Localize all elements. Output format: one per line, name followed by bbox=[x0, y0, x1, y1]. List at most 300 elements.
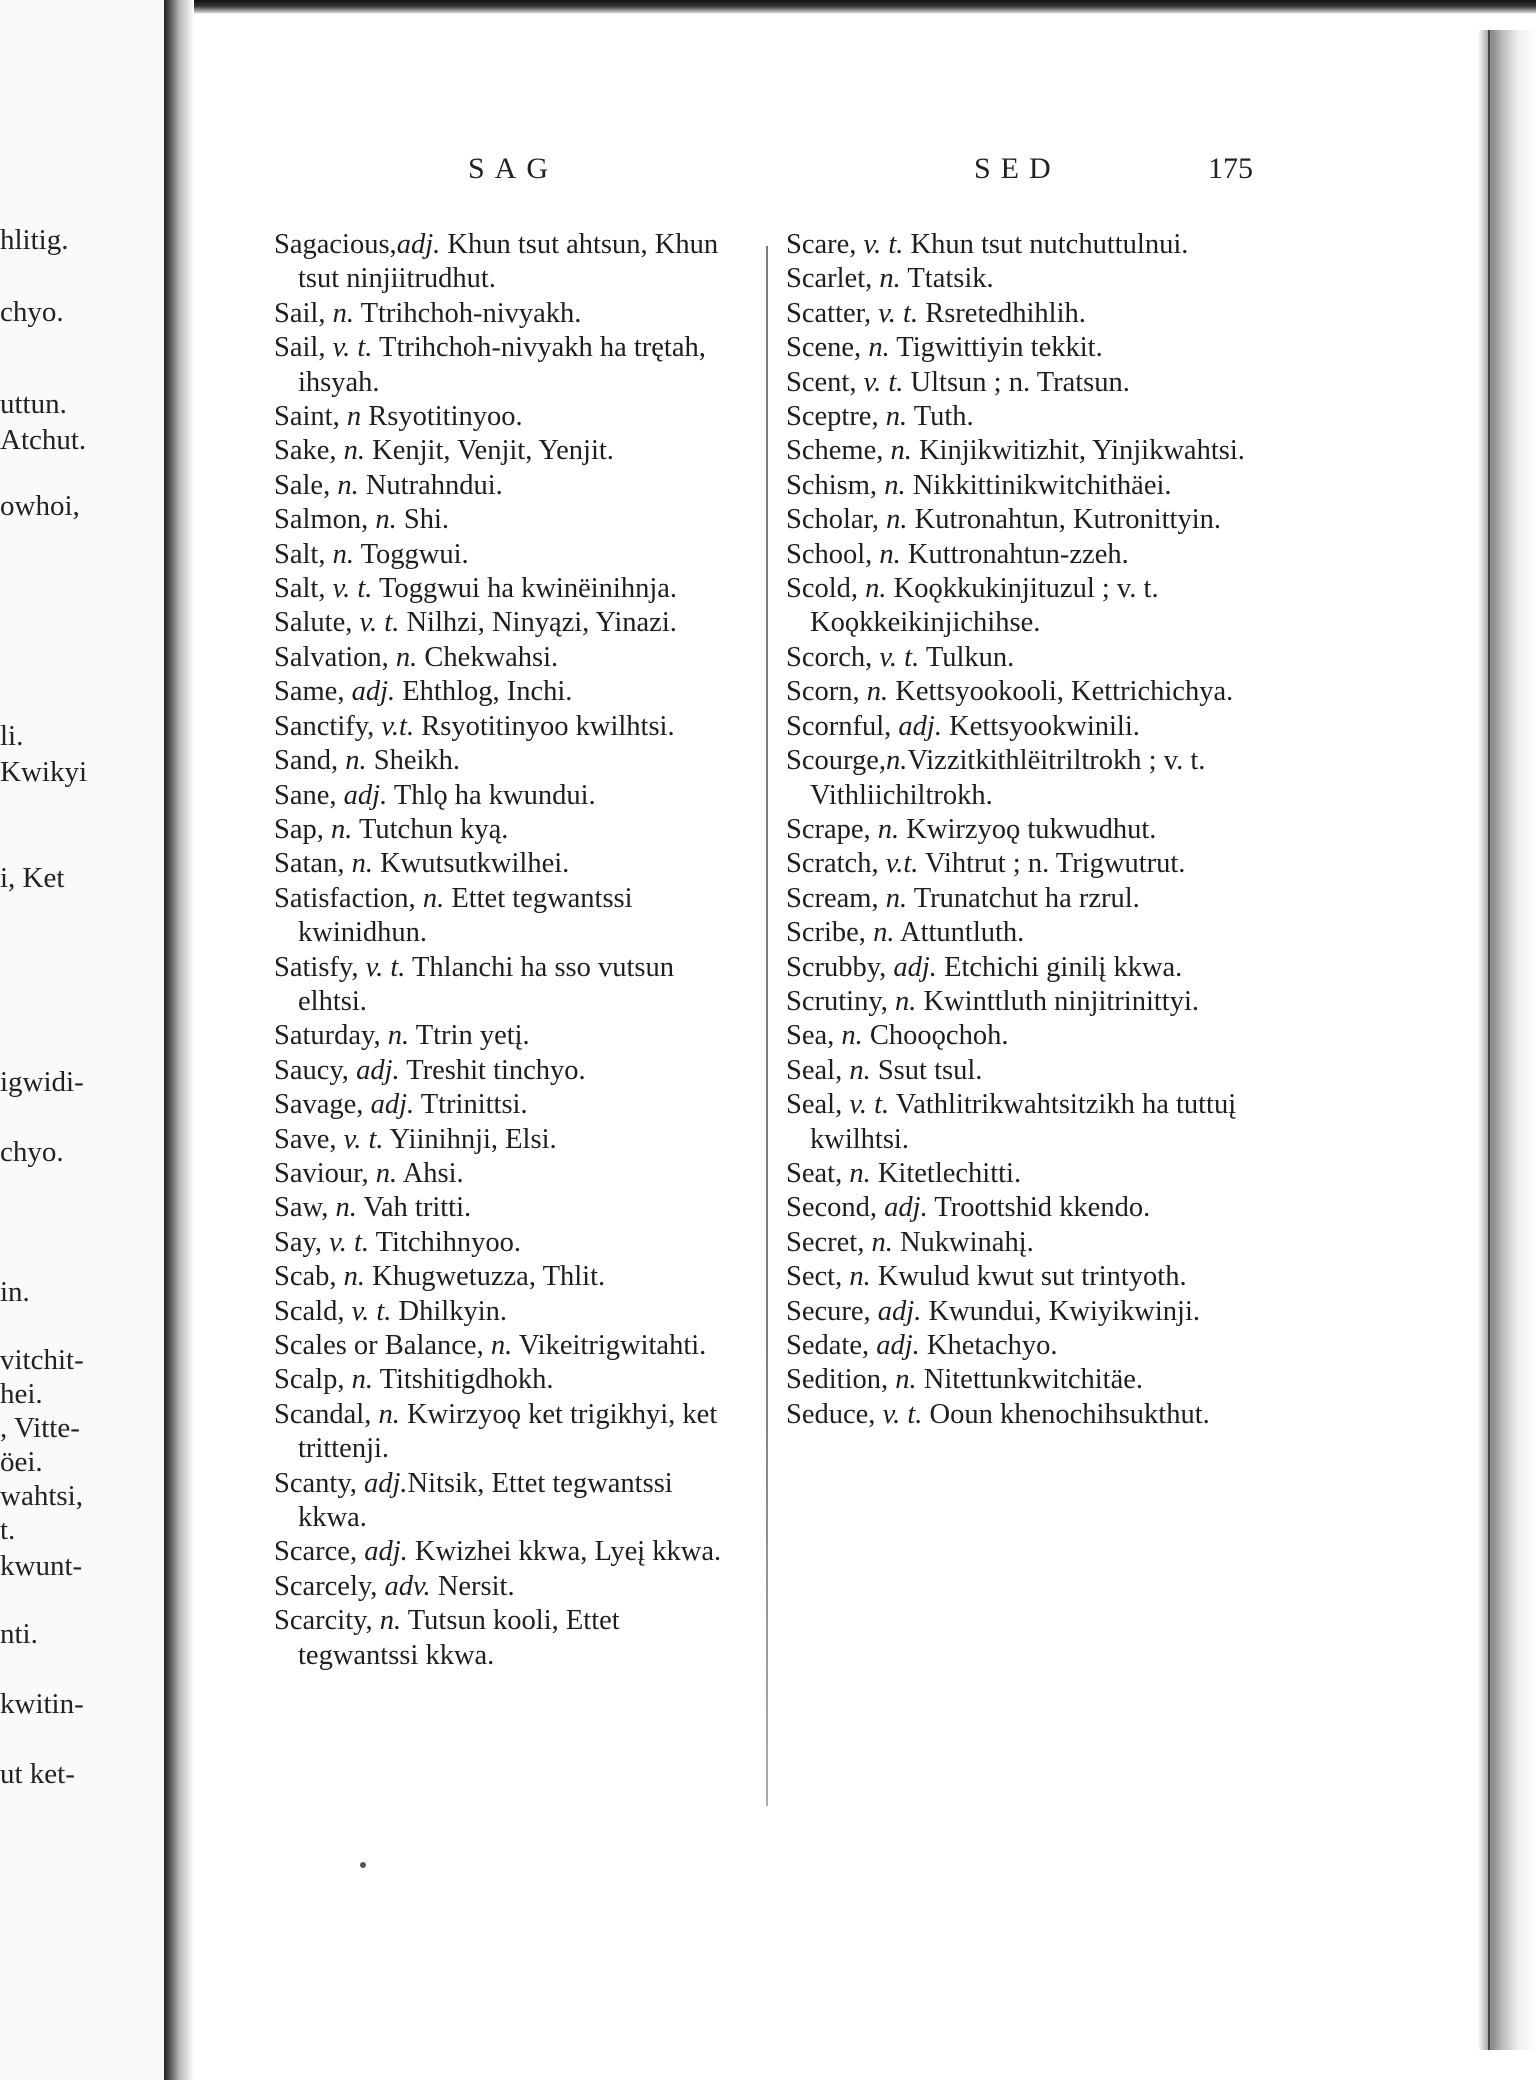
running-head-right: SED bbox=[974, 152, 1061, 185]
dictionary-entry bbox=[274, 1535, 746, 1569]
definition: Sheikh. bbox=[366, 745, 461, 777]
headword: Sail, bbox=[274, 332, 326, 364]
headword: Scrutiny, bbox=[786, 985, 888, 1017]
headword: Saw, bbox=[274, 1192, 329, 1224]
headword: Save, bbox=[274, 1123, 337, 1155]
part-of-speech: adj. bbox=[363, 1089, 415, 1121]
dictionary-entry bbox=[786, 1054, 1260, 1088]
definition: Ooun khenochihsukthut. bbox=[922, 1398, 1210, 1430]
part-of-speech: v. t. bbox=[352, 607, 400, 639]
dictionary-entry bbox=[786, 1295, 1260, 1329]
headword: Savage, bbox=[274, 1089, 364, 1121]
part-of-speech: n. bbox=[330, 469, 359, 501]
part-of-speech: n. bbox=[842, 1054, 871, 1086]
headword: Saturday, bbox=[274, 1020, 381, 1052]
definition: Kwizhei kkwa, Lyeį kkwa. bbox=[407, 1536, 722, 1568]
dictionary-entry bbox=[274, 1019, 746, 1053]
part-of-speech: adj. bbox=[870, 1295, 922, 1327]
part-of-speech: n. bbox=[865, 917, 895, 949]
definition: Titchihnyoo. bbox=[368, 1226, 522, 1258]
headword: Saviour, bbox=[274, 1157, 369, 1189]
part-of-speech: v. t. bbox=[322, 1226, 369, 1258]
dictionary-entry bbox=[786, 572, 1260, 641]
dictionary-entry bbox=[274, 297, 746, 331]
left-fragment: chyo. bbox=[0, 1136, 64, 1168]
dictionary-entry bbox=[274, 1363, 746, 1397]
part-of-speech: n. bbox=[886, 745, 908, 777]
part-of-speech: adj. bbox=[891, 710, 942, 742]
dictionary-entry bbox=[786, 503, 1260, 537]
definition: Treshit tinchyo. bbox=[399, 1054, 586, 1086]
definition: Kuttronahtun-zzeh. bbox=[900, 538, 1129, 570]
definition: Tutchun kyą. bbox=[352, 813, 509, 845]
dictionary-entry bbox=[786, 675, 1260, 709]
definition: Nutrahndui. bbox=[358, 469, 503, 501]
dictionary-entry bbox=[786, 813, 1260, 847]
headword: Satisfaction, bbox=[274, 882, 416, 914]
headword: Seal, bbox=[786, 1054, 843, 1086]
part-of-speech: n. bbox=[415, 882, 445, 914]
headword: Salvation, bbox=[274, 641, 389, 673]
dictionary-entry bbox=[786, 434, 1260, 468]
definition: Ahsi. bbox=[397, 1157, 464, 1189]
headword: Scourge, bbox=[786, 745, 887, 777]
headword: Scab, bbox=[274, 1261, 337, 1293]
dictionary-entry bbox=[786, 985, 1260, 1019]
left-fragment: hei. bbox=[0, 1378, 43, 1410]
part-of-speech: n. bbox=[877, 469, 906, 501]
left-fragment: owhoi, bbox=[0, 490, 80, 522]
headword: Scornful, bbox=[786, 710, 892, 742]
part-of-speech: adj. bbox=[356, 1467, 408, 1499]
definition: Nukwinahį. bbox=[892, 1226, 1034, 1258]
dictionary-entry bbox=[786, 951, 1260, 985]
dictionary-entry bbox=[786, 1329, 1260, 1363]
part-of-speech: v. t. bbox=[325, 573, 373, 605]
definition: Ttrinittsi. bbox=[414, 1089, 528, 1121]
part-of-speech: adj. bbox=[344, 676, 396, 708]
definition: Toggwui ha kwinëinihnja. bbox=[372, 573, 678, 605]
headword: Sake, bbox=[274, 435, 337, 467]
part-of-speech: v. t. bbox=[842, 1089, 890, 1121]
dictionary-entry bbox=[786, 262, 1260, 296]
part-of-speech: v. t. bbox=[856, 366, 904, 398]
part-of-speech: v.t. bbox=[374, 710, 415, 742]
left-fragment: in. bbox=[0, 1276, 30, 1308]
definition: Kettsyookooli, Kettrichichya. bbox=[888, 676, 1234, 708]
dictionary-entry bbox=[274, 1226, 746, 1260]
page-stack-edge bbox=[1478, 30, 1536, 2050]
dictionary-entry bbox=[786, 469, 1260, 503]
headword: Scheme, bbox=[786, 435, 884, 467]
headword: Scare, bbox=[786, 229, 857, 260]
dictionary-entry bbox=[786, 882, 1260, 916]
part-of-speech: n. bbox=[380, 1020, 410, 1052]
headword: Salt, bbox=[274, 573, 326, 605]
definition: Ttrihchoh-nivyakh. bbox=[353, 297, 582, 329]
part-of-speech: v. t. bbox=[871, 297, 919, 329]
headword: Scorn, bbox=[786, 676, 860, 708]
definition: Kinjikwitizhit, Yinjikwahtsi. bbox=[911, 435, 1245, 467]
definition: Rsyotitinyoo. bbox=[361, 401, 523, 433]
headword: Sea, bbox=[786, 1020, 835, 1052]
definition: Etchichi ginilį kkwa. bbox=[936, 951, 1183, 983]
part-of-speech: n. bbox=[834, 1020, 863, 1052]
definition: Ehthlog, Inchi. bbox=[395, 676, 573, 708]
dictionary-entry bbox=[274, 675, 746, 709]
left-fragment: Kwikyi bbox=[0, 756, 87, 788]
part-of-speech: adj. bbox=[869, 1330, 920, 1361]
dictionary-entry bbox=[274, 572, 746, 606]
definition: Khun tsut ahtsun, Khun tsut ninjiitrudhut. bbox=[298, 229, 719, 295]
headword: Second, bbox=[786, 1192, 878, 1224]
part-of-speech: v. t. bbox=[325, 332, 373, 364]
headword: Sedate, bbox=[786, 1330, 870, 1361]
dictionary-entry bbox=[274, 606, 746, 640]
definition: Ttrihchoh-nivyakh ha trętah, ihsyah. bbox=[298, 332, 706, 398]
dictionary-entry bbox=[786, 1088, 1260, 1157]
headword: Sale, bbox=[274, 469, 331, 501]
part-of-speech: n. bbox=[368, 1157, 398, 1189]
definition: Rsyotitinyoo kwilhtsi. bbox=[414, 710, 675, 742]
part-of-speech: n. bbox=[859, 676, 889, 708]
dictionary-entry bbox=[786, 641, 1260, 675]
part-of-speech: n. bbox=[864, 1226, 893, 1258]
part-of-speech: n. bbox=[872, 538, 901, 570]
headword: Sanctify, bbox=[274, 710, 375, 742]
dictionary-entry bbox=[786, 538, 1260, 572]
definition: Thlǫ ha kwundui. bbox=[387, 779, 596, 811]
headword: Satan, bbox=[274, 848, 345, 880]
dictionary-entry bbox=[786, 1226, 1260, 1260]
headword: Sane, bbox=[274, 779, 337, 811]
definition: Kwirzyoǫ tukwudhut. bbox=[899, 813, 1157, 845]
headword: Sect, bbox=[786, 1261, 843, 1293]
part-of-speech: v. t. bbox=[856, 229, 904, 260]
dictionary-entry bbox=[274, 1604, 746, 1673]
headword: Sagacious, bbox=[274, 229, 397, 260]
part-of-speech: n. bbox=[861, 332, 890, 364]
dictionary-entry bbox=[274, 1157, 746, 1191]
definition: Khun tsut nutchuttulnui. bbox=[903, 229, 1189, 260]
headword: Scrubby, bbox=[786, 951, 887, 983]
part-of-speech: n. bbox=[872, 263, 901, 295]
printer-mark bbox=[360, 1862, 366, 1868]
definition: Trunatchut ha rzrul. bbox=[907, 882, 1140, 914]
headword: Scald, bbox=[274, 1295, 345, 1327]
definition: Vikeitrigwitahti. bbox=[512, 1330, 707, 1361]
dictionary-entry bbox=[274, 1329, 746, 1363]
part-of-speech: v. t. bbox=[358, 951, 406, 983]
definition: Vathlitrikwahtsitzikh ha tuttuį kwilhtsi. bbox=[810, 1089, 1237, 1155]
left-fragment: , Vitte- bbox=[0, 1412, 80, 1444]
headword: Scarlet, bbox=[786, 263, 873, 295]
dictionary-entry bbox=[274, 882, 746, 951]
part-of-speech: v. t. bbox=[336, 1123, 384, 1155]
dictionary-entry bbox=[786, 847, 1260, 881]
definition: Kwutsutkwilhei. bbox=[372, 848, 570, 880]
part-of-speech: n. bbox=[842, 1261, 871, 1293]
headword: Saint, bbox=[274, 401, 340, 433]
headword: Scold, bbox=[786, 573, 859, 605]
dictionary-entry bbox=[274, 1123, 746, 1157]
part-of-speech: n. bbox=[879, 504, 908, 536]
left-fragment: öei. bbox=[0, 1446, 43, 1478]
definition: Toggwui. bbox=[353, 538, 469, 570]
part-of-speech: n. bbox=[887, 985, 917, 1017]
headword: Sceptre, bbox=[786, 401, 879, 433]
left-fragment: uttun. bbox=[0, 388, 67, 420]
part-of-speech: n. bbox=[858, 573, 887, 605]
definition: Khugwetuzza, Thlit. bbox=[365, 1261, 606, 1293]
definition: Chekwahsi. bbox=[417, 641, 559, 673]
facing-page-fragment bbox=[0, 0, 164, 2080]
left-fragment: kwunt- bbox=[0, 1550, 83, 1582]
definition: Nilhzi, Ninyązi, Yinazi. bbox=[399, 607, 677, 639]
part-of-speech: n. bbox=[328, 1192, 357, 1224]
part-of-speech: v. t. bbox=[875, 1398, 923, 1430]
definition: Dhilkyin. bbox=[391, 1295, 507, 1327]
dictionary-entry bbox=[274, 744, 746, 778]
part-of-speech: n. bbox=[344, 848, 373, 880]
headword: Saucy, bbox=[274, 1054, 349, 1086]
definition: Nitettunkwitchitäe. bbox=[916, 1364, 1143, 1396]
definition: Tulkun. bbox=[919, 641, 1015, 673]
dictionary-entry bbox=[274, 1295, 746, 1329]
headword: Sedition, bbox=[786, 1364, 889, 1396]
dictionary-entry bbox=[274, 847, 746, 881]
headword: Seat, bbox=[786, 1157, 843, 1189]
definition: Attuntluth. bbox=[894, 917, 1025, 949]
part-of-speech: adj. bbox=[877, 1192, 928, 1224]
part-of-speech: n. bbox=[888, 1364, 917, 1396]
headword: Scandal, bbox=[274, 1398, 372, 1430]
dictionary-entry bbox=[786, 1157, 1260, 1191]
definition: Vihtrut ; n. Trigwutrut. bbox=[918, 848, 1186, 880]
definition: Kwinttluth ninjitrinittyi. bbox=[916, 985, 1199, 1017]
dictionary-entry bbox=[274, 710, 746, 744]
definition: Koǫkkukinjituzul ; v. t. Koǫkkeikinjichihse. bbox=[810, 573, 1159, 639]
definition: Ssut tsul. bbox=[870, 1054, 983, 1086]
headword: Scales or Balance, bbox=[274, 1330, 484, 1361]
dictionary-entry bbox=[274, 1088, 746, 1122]
dictionary-entry bbox=[786, 331, 1260, 365]
definition: Kwundui, Kwiyikwinji. bbox=[921, 1295, 1201, 1327]
left-fragment: ut ket- bbox=[0, 1758, 75, 1790]
headword: Scholar, bbox=[786, 504, 880, 536]
definition: Troottshid kkendo. bbox=[927, 1192, 1151, 1224]
part-of-speech: n. bbox=[372, 1605, 402, 1637]
definition: Kenjit, Venjit, Yenjit. bbox=[365, 435, 614, 467]
dictionary-entry bbox=[786, 744, 1260, 813]
headword: Salmon, bbox=[274, 504, 369, 536]
part-of-speech: n. bbox=[870, 813, 900, 845]
part-of-speech: n. bbox=[878, 882, 908, 914]
definition: Nikkittinikwitchithäei. bbox=[905, 469, 1172, 501]
part-of-speech: v. t. bbox=[872, 641, 920, 673]
dictionary-entry bbox=[786, 1019, 1260, 1053]
headword: Say, bbox=[274, 1226, 323, 1258]
headword: Secure, bbox=[786, 1295, 871, 1327]
dictionary-entry bbox=[274, 434, 746, 468]
dictionary-entry bbox=[274, 813, 746, 847]
headword: Seal, bbox=[786, 1089, 843, 1121]
definition: Shi. bbox=[396, 504, 449, 536]
left-fragment: vitchit- bbox=[0, 1344, 84, 1376]
part-of-speech: n. bbox=[371, 1398, 400, 1430]
dictionary-entry bbox=[786, 1363, 1260, 1397]
headword: Scene, bbox=[786, 332, 862, 364]
dictionary-entry bbox=[786, 1398, 1260, 1432]
left-fragment: chyo. bbox=[0, 296, 64, 328]
dictionary-entry bbox=[274, 228, 746, 297]
part-of-speech: n. bbox=[878, 401, 908, 433]
left-fragment: i, Ket bbox=[0, 862, 65, 894]
definition: Rsretedhihlih. bbox=[918, 297, 1086, 329]
part-of-speech: adj. bbox=[348, 1054, 400, 1086]
dictionary-entry bbox=[786, 366, 1260, 400]
definition: Thlanchi ha sso vutsun elhtsi. bbox=[298, 951, 675, 1017]
part-of-speech: adj. bbox=[886, 951, 937, 983]
definition: Kitetlechitti. bbox=[870, 1157, 1022, 1189]
definition: Khetachyo. bbox=[919, 1330, 1058, 1361]
headword: Scorch, bbox=[786, 641, 873, 673]
dictionary-entry bbox=[786, 228, 1260, 262]
dictionary-entry bbox=[274, 503, 746, 537]
headword: School, bbox=[786, 538, 873, 570]
dictionary-entry bbox=[786, 1260, 1260, 1294]
dictionary-entry bbox=[274, 331, 746, 400]
left-fragment: li. bbox=[0, 720, 24, 752]
part-of-speech: n. bbox=[338, 745, 367, 777]
part-of-speech: n. bbox=[336, 1261, 366, 1293]
dictionary-column-left bbox=[274, 228, 746, 1673]
headword: Salt, bbox=[274, 538, 326, 570]
part-of-speech: n. bbox=[368, 504, 397, 536]
dictionary-entry bbox=[274, 538, 746, 572]
definition: Kettsyookwinili. bbox=[941, 710, 1140, 742]
part-of-speech: v.t. bbox=[878, 848, 919, 880]
dictionary-entry bbox=[274, 1054, 746, 1088]
headword: Sap, bbox=[274, 813, 324, 845]
top-page-edge bbox=[0, 0, 1536, 14]
definition: Kwulud kwut sut trintyoth. bbox=[870, 1261, 1187, 1293]
dictionary-entry bbox=[274, 469, 746, 503]
definition: Nersit. bbox=[430, 1570, 515, 1602]
definition: Tutsun kooli, Ettet tegwantssi kkwa. bbox=[298, 1605, 620, 1671]
part-of-speech: n. bbox=[325, 538, 354, 570]
headword: Scatter, bbox=[786, 297, 872, 329]
headword: Salute, bbox=[274, 607, 353, 639]
left-fragment: kwitin- bbox=[0, 1688, 84, 1720]
left-fragment: Atchut. bbox=[0, 424, 87, 456]
left-fragment: wahtsi, bbox=[0, 1480, 83, 1512]
headword: Scratch, bbox=[786, 848, 879, 880]
part-of-speech: n. bbox=[344, 1364, 373, 1396]
headword: Scribe, bbox=[786, 917, 866, 949]
definition: Kutronahtun, Kutronittyin. bbox=[907, 504, 1222, 536]
part-of-speech: adj. bbox=[336, 779, 388, 811]
headword: Scalp, bbox=[274, 1364, 345, 1396]
page-number: 175 bbox=[1208, 152, 1253, 185]
dictionary-entry bbox=[274, 951, 746, 1020]
headword: Sand, bbox=[274, 745, 339, 777]
part-of-speech: adv. bbox=[377, 1570, 431, 1602]
dictionary-entry bbox=[274, 1260, 746, 1294]
dictionary-entry bbox=[274, 400, 746, 434]
part-of-speech: v. t. bbox=[344, 1295, 392, 1327]
column-divider bbox=[766, 246, 768, 1806]
part-of-speech: n. bbox=[883, 435, 912, 467]
part-of-speech: n. bbox=[483, 1330, 513, 1361]
definition: Vah tritti. bbox=[356, 1192, 472, 1224]
left-fragment: igwidi- bbox=[0, 1066, 84, 1098]
dictionary-entry bbox=[274, 1191, 746, 1225]
dictionary-entry bbox=[274, 1398, 746, 1467]
definition: Kwirzyoǫ ket trigikhyi, ket trittenji. bbox=[298, 1398, 718, 1465]
definition: Nitsik, Ettet tegwantssi kkwa. bbox=[298, 1467, 673, 1534]
dictionary-entry bbox=[274, 779, 746, 813]
part-of-speech: n. bbox=[323, 813, 353, 845]
part-of-speech: n. bbox=[336, 435, 366, 467]
part-of-speech: n. bbox=[325, 297, 354, 329]
left-fragment: hlitig. bbox=[0, 224, 69, 256]
part-of-speech: adj. bbox=[396, 229, 441, 260]
definition: Ettet tegwantssi kwinidhun. bbox=[298, 882, 633, 949]
headword: Scarcely, bbox=[274, 1570, 378, 1602]
headword: Same, bbox=[274, 676, 345, 708]
part-of-speech: n. bbox=[388, 641, 418, 673]
headword: Scream, bbox=[786, 882, 879, 914]
headword: Sail, bbox=[274, 297, 326, 329]
headword: Scanty, bbox=[274, 1467, 357, 1499]
dictionary-entry bbox=[786, 916, 1260, 950]
dictionary-entry bbox=[274, 641, 746, 675]
definition: Titshitigdhokh. bbox=[372, 1364, 554, 1396]
left-fragment: nti. bbox=[0, 1618, 38, 1650]
definition: Tuth. bbox=[907, 401, 974, 433]
running-head-left: SAG bbox=[468, 152, 559, 185]
headword: Schism, bbox=[786, 469, 878, 501]
headword: Secret, bbox=[786, 1226, 865, 1258]
dictionary-entry bbox=[274, 1570, 746, 1604]
dictionary-column-right bbox=[786, 228, 1260, 1432]
left-fragment: t. bbox=[0, 1514, 16, 1546]
definition: Ttatsik. bbox=[900, 263, 994, 295]
dictionary-entry bbox=[786, 710, 1260, 744]
headword: Scent, bbox=[786, 366, 857, 398]
dictionary-entry bbox=[786, 400, 1260, 434]
part-of-speech: adj. bbox=[357, 1536, 408, 1568]
definition: Ultsun ; n. Tratsun. bbox=[903, 366, 1130, 398]
definition: Vizzitkithlëitriltrokh ; v. t. Vithliichiltrokh. bbox=[810, 745, 1206, 811]
book-gutter bbox=[164, 0, 194, 2080]
headword: Satisfy, bbox=[274, 951, 359, 983]
dictionary-entry bbox=[786, 297, 1260, 331]
definition: Tigwittiyin tekkit. bbox=[889, 332, 1103, 364]
headword: Seduce, bbox=[786, 1398, 876, 1430]
headword: Scarcity, bbox=[274, 1605, 373, 1637]
headword: Scarce, bbox=[274, 1536, 358, 1568]
definition: Chooǫchoh. bbox=[862, 1020, 1009, 1052]
headword: Scrape, bbox=[786, 813, 871, 845]
definition: Yiinihnji, Elsi. bbox=[383, 1123, 557, 1155]
dictionary-entry bbox=[786, 1191, 1260, 1225]
dictionary-entry bbox=[274, 1467, 746, 1536]
part-of-speech: n bbox=[339, 401, 362, 433]
part-of-speech: n. bbox=[842, 1157, 871, 1189]
definition: Ttrin yetį. bbox=[409, 1020, 530, 1052]
